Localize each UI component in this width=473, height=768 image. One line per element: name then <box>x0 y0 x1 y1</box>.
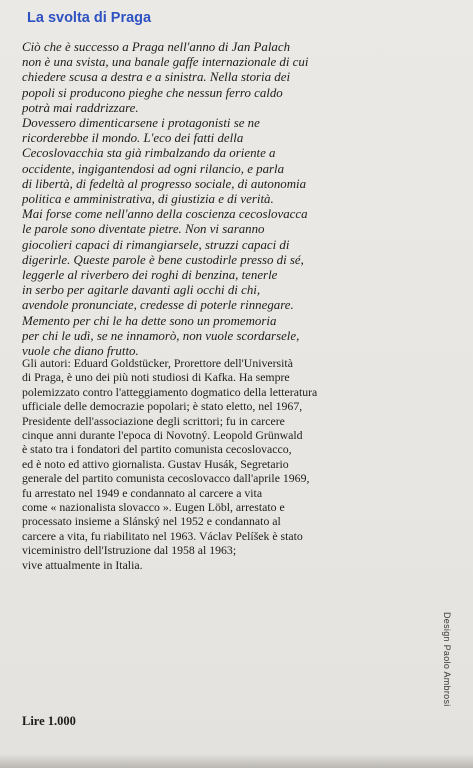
blurb-line: occidente, ingigantendosi ad ogni rilancio, e parla <box>22 161 285 176</box>
authors-line: processato insieme a Slánský nel 1952 e condannato al <box>22 514 281 529</box>
blurb-line: popoli si producono pieghe che nessun ferro caldo <box>22 85 283 100</box>
design-credit: Design Paolo Ambrosi <box>442 612 452 707</box>
authors-line: carcere a vita, fu riabilitato nel 1963. Václav Pelíšek è stato <box>22 528 303 543</box>
blurb-line: leggerle al riverbero dei roghi di benzina, tenerle <box>22 268 278 283</box>
authors-line: vive attualmente in Italia. <box>22 557 143 572</box>
authors-line: è stato tra i fondatori del partito comunista cecoslovacco, <box>22 442 292 457</box>
blurb-line: Cecoslovacchia sta già rimbalzando da oriente a <box>22 146 276 161</box>
blurb-line: avendole pronunciate, credesse di poterle rinnegare. <box>22 298 294 313</box>
authors-line: di Praga, è uno dei più noti studiosi di Kafka. Ha sempre <box>22 370 290 385</box>
blurb-line: di libertà, di fedeltà al progresso sociale, di autonomia <box>22 176 307 191</box>
authors-line: ed è noto ed attivo giornalista. Gustav Husák, Segretario <box>22 456 289 471</box>
blurb-line: Mai forse come nell'anno della coscienza cecoslovacca <box>22 207 308 222</box>
authors-line: cinque anni durante l'epoca di Novotný. Leopold Grünwald <box>22 428 303 443</box>
blurb-line: in serbo per agitarle davanti agli occhi di chi, <box>22 283 261 298</box>
authors-line: fu arrestato nel 1949 e condannato al carcere a vita <box>22 485 263 500</box>
authors-line: generale del partito comunista cecoslovacco dall'aprile 1969, <box>22 471 310 486</box>
blurb-line: vuole che diano frutto. <box>22 344 139 359</box>
blurb-line: le parole sono diventate pietre. Non vi saranno <box>22 222 265 237</box>
blurb-line: Dovessero dimenticarsene i protagonisti se ne <box>22 116 260 131</box>
blurb-line: Memento per chi le ha dette sono un promemoria <box>22 313 277 328</box>
book-title: La svolta di Praga <box>27 10 152 26</box>
authors-line: Gli autori: Eduard Goldstücker, Prorettore dell'Università <box>22 356 293 370</box>
blurb-line: politica e amministrativa, di giustizia e di verità. <box>22 192 274 207</box>
authors-line: Presidente dell'associazione degli scrittori; fu in carcere <box>22 413 285 428</box>
page-bottom-edge <box>0 754 473 768</box>
authors-line: polemizzato contro l'atteggiamento dogmatico della letteratura <box>22 384 318 399</box>
authors-bio <box>22 356 462 572</box>
authors-line: viceministro dell'Istruzione dal 1958 al 1963; <box>22 543 237 558</box>
blurb-text <box>22 40 462 359</box>
blurb-line: per chi le udì, se ne innamorò, non vuole scordarsele, <box>22 328 300 343</box>
blurb-line: digerirle. Queste parole è bene custodirle presso di sé, <box>22 252 304 267</box>
authors-line: come « nazionalista slovacco ». Eugen Löbl, arrestato e <box>22 500 285 515</box>
blurb-line: potrà mai raddrizzare. <box>22 100 139 115</box>
authors-line: ufficiale delle democrazie popolari; è stato eletto, nel 1967, <box>22 399 303 414</box>
blurb-line: giocolieri capaci di rimangiarsele, struzzi capaci di <box>22 237 290 252</box>
blurb-line: chiedere scusa a destra e a sinistra. Nella storia dei <box>22 70 291 85</box>
blurb-line: ricorderebbe il mondo. L'eco dei fatti della <box>22 131 244 146</box>
price-label: Lire 1.000 <box>22 714 76 728</box>
blurb-line: non è una svista, una banale gaffe internazionale di cui <box>22 55 309 70</box>
blurb-line: Ciò che è successo a Praga nell'anno di Jan Palach <box>22 40 291 54</box>
